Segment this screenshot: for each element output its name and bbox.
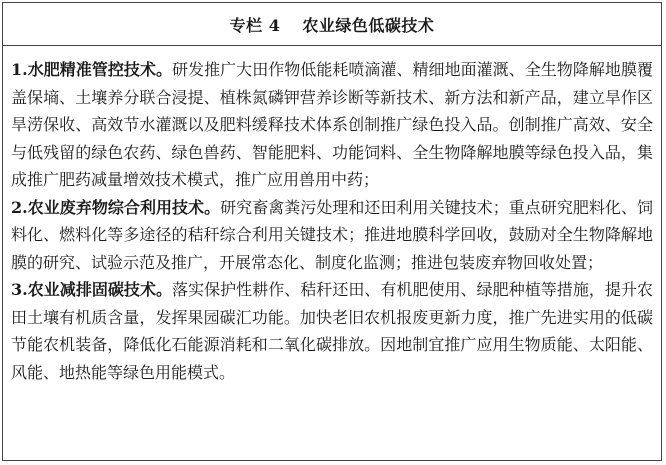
section-waste-utilization: [11, 194, 653, 277]
box-title-text: 农业绿色低碳技术: [302, 15, 435, 35]
section-emission-carbon: [11, 276, 653, 386]
box-title: [3, 3, 661, 46]
section-water-fertilizer: [11, 56, 653, 194]
box-title-label: 专栏 4: [229, 15, 281, 35]
section-body: 落实保护性耕作、秸秆还田、有机肥使用、绿肥种植等措施，提升农田土壤有机质含量，发挥果园碳汇功能。加快老旧农机报废更新力度，推广先进实用的低碳节能农机装备，降低化石能源消耗和二氧化碳排放。因地制宜推广应用生物质能、太阳能、风能、地热能等绿色用能模式。: [11, 280, 653, 382]
section-body: 研究畜禽粪污处理和还田利用关键技术；重点研究肥料化、饲料化、燃料化等多途径的秸秆综合利用关键技术；推进地膜科学回收，鼓励对全生物降解地膜的研究、试验示范及推广，开展常态化、制度化监测；推进包装废弃物回收处置；: [11, 197, 653, 272]
section-heading: 1.水肥精准管控技术。: [11, 60, 173, 79]
section-heading: 3.农业减排固碳技术。: [11, 280, 173, 299]
box-content: [3, 46, 661, 386]
feature-box: [2, 2, 662, 461]
section-heading: 2.农业废弃物综合利用技术。: [11, 197, 221, 217]
section-body: 研发推广大田作物低能耗喷滴灌、精细地面灌溉、全生物降解地膜覆盖保墒、土壤养分联合浸提、植株氮磷钾营养诊断等新技术、新方法和新产品，建立旱作区旱涝保收、高效节水灌溉以及肥料缓释技术体系创制推广绿色投入品。创制推广高效、安全与低残留的绿色农药、绿色兽药、智能肥料、功能饲料、全生物降解地膜等绿色投入品，集成推广肥药减量增效技术模式，推广应用兽用中药；: [11, 60, 653, 189]
